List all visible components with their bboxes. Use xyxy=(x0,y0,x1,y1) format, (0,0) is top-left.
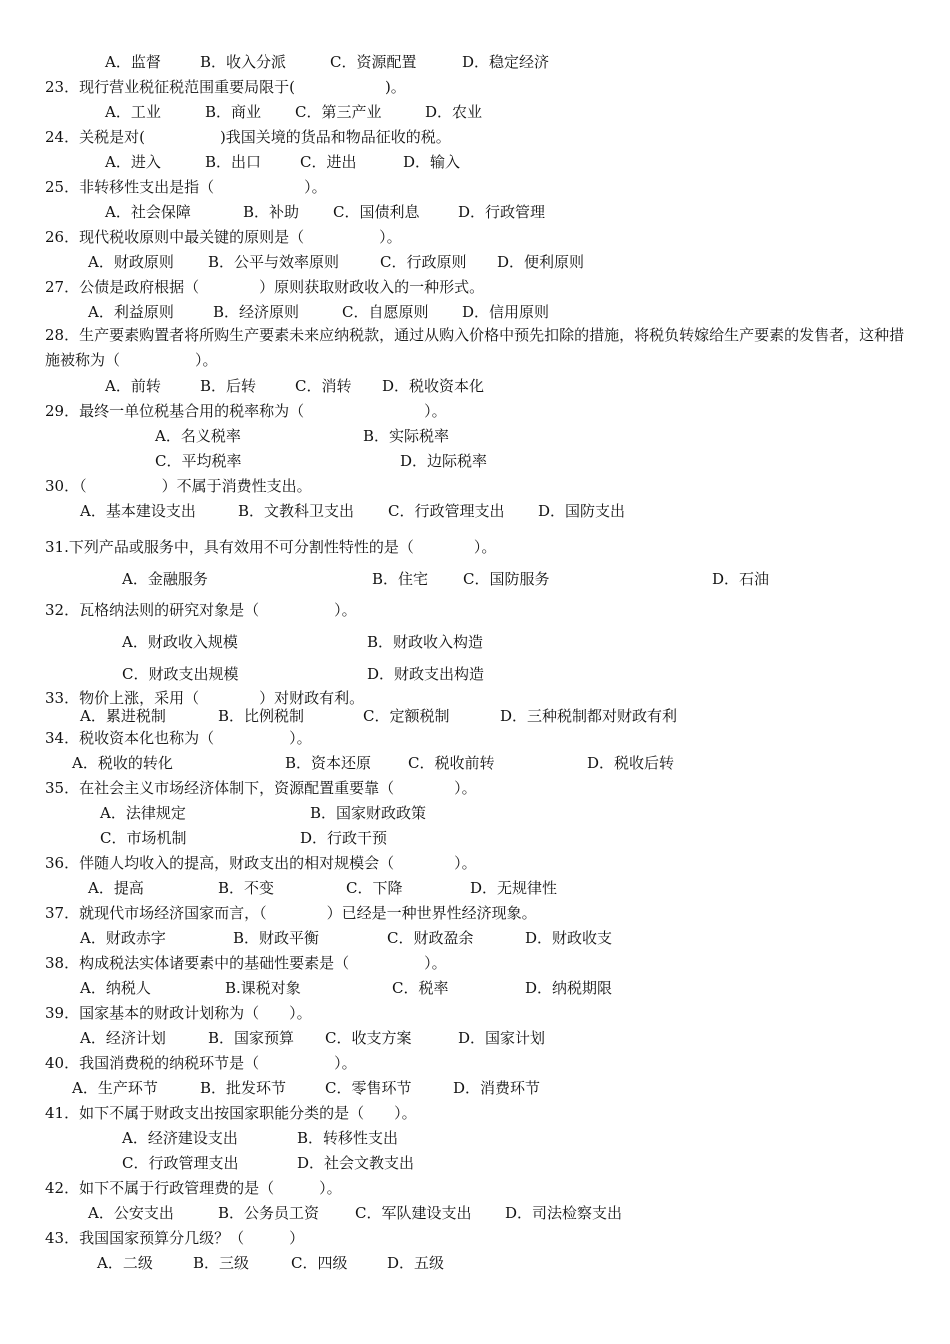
option-b: B．转移性支出 xyxy=(297,1129,399,1147)
option-a: A．基本建设支出 xyxy=(80,502,196,520)
option-c: C．行政管理支出 xyxy=(122,1154,239,1172)
option-d: D．信用原则 xyxy=(462,303,550,321)
option-b: B．比例税制 xyxy=(218,707,305,725)
option-c: C．国防服务 xyxy=(463,570,550,588)
question-32: 32．瓦格纳法则的研究对象是（ ）。 xyxy=(45,601,357,619)
question-42: 42．如下不属于行政管理费的是（ ）。 xyxy=(45,1179,342,1197)
option-d: D．财政收支 xyxy=(525,929,613,947)
option-c: C．消转 xyxy=(295,377,352,395)
option-b: B．收入分派 xyxy=(200,53,287,71)
option-a: A．金融服务 xyxy=(122,570,208,588)
option-a: A．经济建设支出 xyxy=(122,1129,238,1147)
question-38: 38．构成税法实体诸要素中的基础性要素是（ ）。 xyxy=(45,954,447,972)
question-37: 37．就现代市场经济国家而言，（ ）已经是一种世界性经济现象。 xyxy=(45,904,537,922)
question-31: 31.下列产品或服务中，具有效用不可分割性特性的是（ ）。 xyxy=(45,538,497,556)
option-c: C．定额税制 xyxy=(363,707,450,725)
option-b: B．文教科卫支出 xyxy=(238,502,355,520)
option-c: C．行政原则 xyxy=(380,253,467,271)
option-b: B．不变 xyxy=(218,879,275,897)
option-d: D．纳税期限 xyxy=(525,979,613,997)
option-d: D．稳定经济 xyxy=(462,53,550,71)
option-d: D．国家计划 xyxy=(458,1029,546,1047)
option-c: C．税收前转 xyxy=(408,754,495,772)
option-d: D．税收资本化 xyxy=(382,377,485,395)
option-a: A．财政原则 xyxy=(88,253,174,271)
question-24: 24．关税是对( )我国关境的货品和物品征收的税。 xyxy=(45,128,451,146)
question-27: 27．公债是政府根据（ ）原则获取财政收入的一种形式。 xyxy=(45,278,485,296)
option-a: A．利益原则 xyxy=(88,303,174,321)
option-b: B．出口 xyxy=(205,153,262,171)
question-39: 39．国家基本的财政计划称为（ ）。 xyxy=(45,1004,312,1022)
option-a: A．税收的转化 xyxy=(72,754,173,772)
option-c: C．第三产业 xyxy=(295,103,382,121)
question-26: 26．现代税收原则中最关键的原则是（ ）。 xyxy=(45,228,402,246)
option-b: B．住宅 xyxy=(372,570,429,588)
option-c: C．零售环节 xyxy=(325,1079,412,1097)
option-c: C．税率 xyxy=(392,979,449,997)
question-25: 25．非转移性支出是指（ ）。 xyxy=(45,178,327,196)
option-a: A．二级 xyxy=(97,1254,153,1272)
option-c: C．市场机制 xyxy=(100,829,187,847)
option-d: D．社会文教支出 xyxy=(297,1154,415,1172)
option-b: B．补助 xyxy=(243,203,300,221)
option-b: B．资本还原 xyxy=(285,754,372,772)
question-33: 33．物价上涨，采用（ ）对财政有利。 xyxy=(45,689,365,707)
option-b: B．商业 xyxy=(205,103,262,121)
option-a: A．提高 xyxy=(88,879,144,897)
option-c: C．四级 xyxy=(291,1254,348,1272)
option-c: C．财政盈余 xyxy=(387,929,474,947)
option-a: A．财政赤字 xyxy=(80,929,166,947)
question-29: 29．最终一单位税基合用的税率称为（ ）。 xyxy=(45,402,447,420)
option-b: B．财政收入构造 xyxy=(367,633,484,651)
option-d: D．消费环节 xyxy=(453,1079,541,1097)
option-c: C．行政管理支出 xyxy=(388,502,505,520)
option-b: B．实际税率 xyxy=(363,427,450,445)
option-d: D．石油 xyxy=(712,570,770,588)
option-c: C．国债利息 xyxy=(333,203,420,221)
question-41: 41．如下不属于财政支出按国家职能分类的是（ ）。 xyxy=(45,1104,417,1122)
option-c: C．平均税率 xyxy=(155,452,242,470)
option-d: D．三种税制都对财政有利 xyxy=(500,707,678,725)
option-a: A．前转 xyxy=(105,377,161,395)
question-35: 35．在社会主义市场经济体制下，资源配置重要靠（ ）。 xyxy=(45,779,477,797)
option-d: D．税收后转 xyxy=(587,754,675,772)
option-c: C．财政支出规模 xyxy=(122,665,239,683)
option-b: B．后转 xyxy=(200,377,257,395)
question-23: 23．现行营业税征税范围重要局限于( )。 xyxy=(45,78,406,96)
option-b: B．批发环节 xyxy=(200,1079,287,1097)
option-c: C．收支方案 xyxy=(325,1029,412,1047)
option-b: B．国家预算 xyxy=(208,1029,295,1047)
option-a: A．生产环节 xyxy=(72,1079,158,1097)
option-b: B．国家财政政策 xyxy=(310,804,427,822)
option-b: B．财政平衡 xyxy=(233,929,320,947)
question-43: 43．我国国家预算分几级？（ ） xyxy=(45,1229,305,1247)
option-c: C．军队建设支出 xyxy=(355,1204,472,1222)
option-b: B.课税对象 xyxy=(225,979,301,997)
question-30: 30．（ ）不属于消费性支出。 xyxy=(45,477,312,495)
option-a: A．法律规定 xyxy=(100,804,186,822)
option-a: A．公安支出 xyxy=(88,1204,174,1222)
option-a: A．累进税制 xyxy=(80,707,166,725)
option-b: B．公平与效率原则 xyxy=(208,253,340,271)
option-a: A．社会保障 xyxy=(105,203,191,221)
option-b: B．经济原则 xyxy=(213,303,300,321)
question-36: 36．伴随人均收入的提高，财政支出的相对规模会（ ）。 xyxy=(45,854,477,872)
option-d: D．司法检察支出 xyxy=(505,1204,623,1222)
option-a: A．名义税率 xyxy=(155,427,241,445)
option-b: B．三级 xyxy=(193,1254,250,1272)
option-a: A．监督 xyxy=(105,53,161,71)
question-28: 28．生产要素购置者将所购生产要素未来应纳税款，通过从购入价格中预先扣除的措施，将税负转嫁给生产要素的发售者，这种措施被称为（ ）。 xyxy=(45,326,905,369)
option-a: A．工业 xyxy=(105,103,161,121)
option-c: C．下降 xyxy=(346,879,403,897)
option-c: C．进出 xyxy=(300,153,357,171)
question-40: 40．我国消费税的纳税环节是（ ）。 xyxy=(45,1054,357,1072)
option-d: D．农业 xyxy=(425,103,483,121)
option-d: D．输入 xyxy=(403,153,461,171)
option-a: A．财政收入规模 xyxy=(122,633,238,651)
option-c: C．资源配置 xyxy=(330,53,417,71)
option-d: D．便利原则 xyxy=(497,253,585,271)
option-a: A．纳税人 xyxy=(80,979,151,997)
question-34: 34．税收资本化也称为（ ）。 xyxy=(45,729,312,747)
option-d: D．国防支出 xyxy=(538,502,626,520)
option-a: A．经济计划 xyxy=(80,1029,166,1047)
option-d: D．无规律性 xyxy=(470,879,558,897)
option-c: C．自愿原则 xyxy=(342,303,429,321)
option-a: A．进入 xyxy=(105,153,161,171)
option-d: D．财政支出构造 xyxy=(367,665,485,683)
option-d: D．五级 xyxy=(387,1254,445,1272)
option-d: D．边际税率 xyxy=(400,452,488,470)
option-b: B．公务员工资 xyxy=(218,1204,320,1222)
option-d: D．行政干预 xyxy=(300,829,388,847)
option-d: D．行政管理 xyxy=(458,203,546,221)
